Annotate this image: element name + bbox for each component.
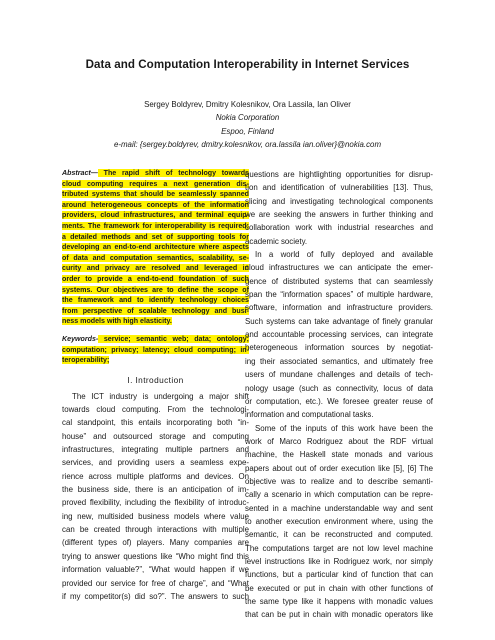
text-line: towards cloud computing. From the technologi- xyxy=(62,405,249,415)
text-line: and accountable processing services, can integrate xyxy=(245,330,433,340)
keywords-line: service; semantic web; data; ontology; xyxy=(98,334,249,343)
text-line: trying to answer questions like “Who might find this xyxy=(62,551,249,561)
text-line: users of mundane challenges and details of tech- xyxy=(245,370,433,380)
text-line: we are seeking the answers in further thinking and xyxy=(245,210,433,220)
text-line: span the “information spaces” of multiple hardware, xyxy=(245,290,433,300)
text-line: the same type like it happens with monadic values xyxy=(245,597,433,606)
text-line: heterogeneous information sources by negotiat- xyxy=(245,343,433,353)
text-line: ing their associated semantics, and ultimately free xyxy=(245,356,433,366)
text-line: can be created through interactions with multiple xyxy=(62,525,249,535)
text-line: provided our service for free of charge”, and “What xyxy=(62,578,249,588)
text-line: The computations target are not low level machine xyxy=(245,543,433,553)
text-line: functions, but a particular kind of function that can xyxy=(245,570,433,580)
abstract-line: ments. The framework for interoperability is required; xyxy=(62,221,249,230)
text-line: slicing and investigating technological components xyxy=(245,196,433,206)
left-column xyxy=(62,168,249,603)
abstract-label: Abstract— xyxy=(62,169,98,177)
right-column xyxy=(245,168,433,622)
text-line: infrastructures, integrating multiple partners and xyxy=(62,445,249,455)
email: e-mail: {sergey.boldyrev, dmitry.kolesnikov, ora.lassila ian.oliver}@nokia.com xyxy=(113,139,382,149)
text-line: Such systems can take advantage of finely granular xyxy=(245,316,433,326)
text-line: or computation, etc.). We foresee greater reuse of xyxy=(245,396,433,406)
abstract-line: of data and computation semantics, scalability, se- xyxy=(62,253,249,262)
text-line: In a world of fully deployed and available xyxy=(255,250,433,260)
text-line: tion and identification of vulnerabilities [13]. Thus, xyxy=(245,183,433,193)
text-line: cal standpoint, this entails incorporating both “in- xyxy=(62,418,249,428)
text-line: questions are hightlighting opportunities for disrup- xyxy=(245,170,433,179)
keywords-line: computation; privacy; latency; cloud computing; in- xyxy=(62,345,249,354)
abstract-line: ness models with high elasticity. xyxy=(62,317,172,326)
text-line: cloud infrastructures we can anticipate the emer- xyxy=(245,263,433,273)
text-line: services, and providing users a seamless expe- xyxy=(62,458,249,468)
text-line: academic society. xyxy=(245,236,308,246)
text-line: collaboration work with industrial researches and xyxy=(245,223,433,233)
abstract-line: tributed systems that should be seamlessly spanned xyxy=(62,190,249,199)
text-line: proved flexibility, including the flexibility of introduc- xyxy=(62,498,249,508)
text-line: sented in a machine understandable way and sent xyxy=(245,503,433,513)
paper-title: Data and Computation Interoperability in Internet Services xyxy=(85,58,410,71)
text-line: be executed or put in chain with other functions of xyxy=(245,583,433,593)
text-line: work of Marco Rodriguez about the RDF virtual xyxy=(245,436,433,446)
abstract-line: from perspective of scalable technology and busi- xyxy=(62,306,249,315)
text-line: gence of distributed systems that can seamlessly xyxy=(245,276,433,286)
text-line: The ICT industry is undergoing a major shift xyxy=(72,391,249,401)
text-line: objective was to realize and to describe semanti- xyxy=(245,476,433,486)
text-line: to another execution environment where, using the xyxy=(245,516,433,526)
abstract-line: cloud computing requires a next generation dis- xyxy=(62,179,249,188)
text-line: information valuable?”, “What would happen if we xyxy=(62,565,249,575)
text-line: Some of the inputs of this work have been the xyxy=(255,423,433,433)
text-line: cally a scenario in which computation can be repre- xyxy=(245,490,433,500)
authors: Sergey Boldyrev, Dmitry Kolesnikov, Ora Lassila, Ian Oliver xyxy=(144,100,351,109)
text-line: house” and outsourced storage and computing xyxy=(62,431,249,441)
location: Espoo, Finland xyxy=(221,126,274,136)
text-line: ing new, multisided business models where value xyxy=(62,511,249,521)
text-line: semantic, it can be reconstructed and computed. xyxy=(245,530,433,540)
abstract-line: developing an end-to-end architecture where aspects xyxy=(62,243,249,252)
abstract-line: systems. Our objectives are to define the scope of xyxy=(62,285,249,294)
abstract-line: The rapid shift of technology towards xyxy=(97,169,249,177)
abstract-line: order to provide a end-to-end foundation of such xyxy=(62,274,249,283)
keywords-line: teroperability; xyxy=(62,356,110,365)
text-line: (different types of) players. Many companies are xyxy=(62,538,249,548)
text-line: that can be put in chain with monadic operators like xyxy=(245,610,433,620)
affiliation: Nokia Corporation xyxy=(215,113,280,123)
text-line: papers about out of order execution like [5], [6] The xyxy=(245,463,433,473)
section-heading: I. Introduction xyxy=(127,374,184,385)
keywords-label: Keywords- xyxy=(62,334,99,343)
text-line: nology usage (such as connectivity, locus of data xyxy=(245,383,433,393)
abstract-line: curity and privacy are resolved and leveraged in xyxy=(62,264,249,273)
text-line: level instructions like in Rodriguez work, nor simply xyxy=(245,556,433,566)
abstract-line: providers, cloud infrastructures, and terminal equip- xyxy=(62,211,249,220)
abstract-line: around heterogeneous concepts of the information xyxy=(62,200,249,209)
text-line: software, information and infrastructure providers. xyxy=(245,303,433,313)
intro-text-left xyxy=(62,390,249,604)
text-line: the business side, there is an anticipation of im- xyxy=(62,485,249,495)
abstract-line: the framework and to identify technology choices xyxy=(62,296,249,305)
text-line: rience across multiple platforms and devices. On xyxy=(62,471,249,481)
author-block xyxy=(0,98,495,151)
text-line: information and computational tasks. xyxy=(245,410,374,420)
abstract-line: a detailed methods and set of supporting tools for xyxy=(62,232,249,241)
text-line: machine, the Haskell state monads and various xyxy=(245,450,433,460)
text-line: if my competitor(s) did so?”. The answers to such xyxy=(62,591,249,601)
abstract xyxy=(62,168,249,366)
